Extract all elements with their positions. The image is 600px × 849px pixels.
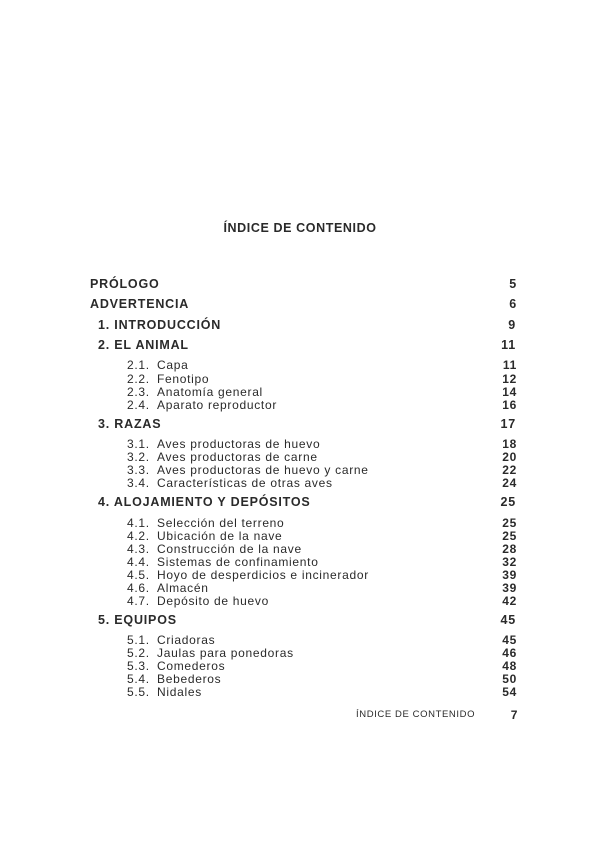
toc-chapter-row bbox=[90, 276, 517, 292]
toc-section-number: 4.5. bbox=[127, 568, 150, 582]
toc-page-number: 25 bbox=[502, 516, 517, 530]
toc-section-title: Fenotipo bbox=[157, 372, 210, 386]
toc-page-number: 18 bbox=[502, 437, 517, 451]
toc-entry-label bbox=[127, 593, 269, 609]
footer-page-number: 7 bbox=[510, 708, 518, 722]
toc-section-number: 5.4. bbox=[127, 672, 150, 686]
toc-section-number: 4.2. bbox=[127, 529, 150, 543]
toc-chapter-title: 5. EQUIPOS bbox=[98, 613, 177, 627]
toc-chapter-title: 3. RAZAS bbox=[98, 417, 162, 431]
toc-section-number: 3.1. bbox=[127, 437, 150, 451]
toc-page-number: 22 bbox=[502, 463, 517, 477]
toc-page-number: 32 bbox=[502, 555, 517, 569]
toc-page-number: 11 bbox=[501, 338, 516, 352]
toc-section-number: 5.3. bbox=[127, 659, 150, 673]
toc-section-title: Aves productoras de huevo y carne bbox=[157, 463, 369, 477]
toc-page-number: 45 bbox=[502, 633, 517, 647]
toc-section-title: Almacén bbox=[157, 581, 209, 595]
toc-section-number: 5.5. bbox=[127, 685, 150, 699]
toc-section-number: 4.6. bbox=[127, 581, 150, 595]
toc-section-row bbox=[127, 684, 517, 700]
toc-section-title: Anatomía general bbox=[157, 385, 263, 399]
toc-page-number: 48 bbox=[502, 659, 517, 673]
toc-section-row bbox=[127, 593, 517, 609]
toc-page-number: 9 bbox=[508, 318, 516, 332]
toc-section-title: Nidales bbox=[157, 685, 202, 699]
toc-page-number: 25 bbox=[502, 529, 517, 543]
toc-page-number: 24 bbox=[502, 476, 517, 490]
toc-section-row bbox=[127, 397, 517, 413]
toc-section-title: Selección del terreno bbox=[157, 516, 285, 530]
toc-chapter-row bbox=[98, 416, 516, 432]
toc-section-number: 2.4. bbox=[127, 398, 150, 412]
page-footer bbox=[300, 707, 518, 723]
toc-entry-label bbox=[127, 684, 202, 700]
toc-chapter-title: ADVERTENCIA bbox=[90, 297, 190, 311]
toc-chapter-title: 2. EL ANIMAL bbox=[98, 338, 189, 352]
toc-section-title: Características de otras aves bbox=[157, 476, 333, 490]
toc-chapter-title: 1. INTRODUCCIÓN bbox=[98, 318, 222, 332]
toc-page-number: 11 bbox=[502, 358, 517, 372]
toc-section-title: Aves productoras de carne bbox=[157, 450, 318, 464]
toc-section-title: Bebederos bbox=[157, 672, 222, 686]
toc-section-number: 3.2. bbox=[127, 450, 150, 464]
toc-section-number: 4.1. bbox=[127, 516, 150, 530]
toc-page-number: 46 bbox=[502, 646, 517, 660]
toc-chapter-title: 4. ALOJAMIENTO Y DEPÓSITOS bbox=[98, 495, 311, 509]
toc-page-number: 14 bbox=[502, 385, 517, 399]
toc-section-title: Criadoras bbox=[157, 633, 216, 647]
toc-page-number: 6 bbox=[509, 297, 517, 311]
toc-section-number: 5.2. bbox=[127, 646, 150, 660]
toc-page-number: 25 bbox=[500, 495, 516, 509]
toc-section-title: Depósito de huevo bbox=[157, 594, 269, 608]
toc-section-title: Jaulas para ponedoras bbox=[157, 646, 294, 660]
toc-section-title: Comederos bbox=[157, 659, 226, 673]
toc-section-number: 5.1. bbox=[127, 633, 150, 647]
toc-section-title: Hoyo de desperdicios e incinerador bbox=[157, 568, 369, 582]
toc-page-number: 54 bbox=[502, 685, 517, 699]
toc-entry-label bbox=[127, 397, 277, 413]
toc-section-number: 3.4. bbox=[127, 476, 150, 490]
toc-chapter-row bbox=[98, 337, 516, 353]
toc-section-title: Construcción de la nave bbox=[157, 542, 302, 556]
toc-chapter-row bbox=[98, 612, 516, 628]
toc-section-number: 2.3. bbox=[127, 385, 150, 399]
toc-chapter-row bbox=[98, 494, 516, 510]
toc-section-title: Capa bbox=[157, 358, 189, 372]
toc-section-title: Ubicación de la nave bbox=[157, 529, 283, 543]
toc-page-number: 20 bbox=[502, 450, 517, 464]
toc-page-number: 28 bbox=[502, 542, 517, 556]
toc-page-number: 16 bbox=[502, 398, 517, 412]
toc-section-title: Aves productoras de huevo bbox=[157, 437, 321, 451]
toc-chapter-row bbox=[90, 296, 517, 312]
toc-section-number: 4.7. bbox=[127, 594, 150, 608]
footer-title: ÍNDICE DE CONTENIDO bbox=[356, 709, 476, 720]
toc-page-number: 45 bbox=[500, 613, 516, 627]
toc-page-number: 42 bbox=[502, 594, 517, 608]
toc-page-number: 39 bbox=[502, 568, 517, 582]
toc-page-number: 5 bbox=[509, 277, 517, 291]
toc-section-number: 4.3. bbox=[127, 542, 150, 556]
toc-section-number: 2.1. bbox=[127, 358, 150, 372]
toc-section-number: 3.3. bbox=[127, 463, 150, 477]
toc-section-title: Sistemas de confinamiento bbox=[157, 555, 319, 569]
toc-entry-label bbox=[127, 475, 333, 491]
toc-section-title: Aparato reproductor bbox=[157, 398, 278, 412]
toc-section-number: 4.4. bbox=[127, 555, 150, 569]
toc-chapter-title: PRÓLOGO bbox=[90, 277, 160, 291]
toc-section-row bbox=[127, 475, 517, 491]
toc-page-number: 17 bbox=[500, 417, 516, 431]
toc-page-number: 50 bbox=[502, 672, 517, 686]
toc-chapter-row bbox=[98, 317, 516, 333]
toc-page-number: 12 bbox=[502, 372, 517, 386]
toc-section-number: 2.2. bbox=[127, 372, 150, 386]
page-title: ÍNDICE DE CONTENIDO bbox=[223, 221, 377, 235]
toc-page-number: 39 bbox=[502, 581, 517, 595]
